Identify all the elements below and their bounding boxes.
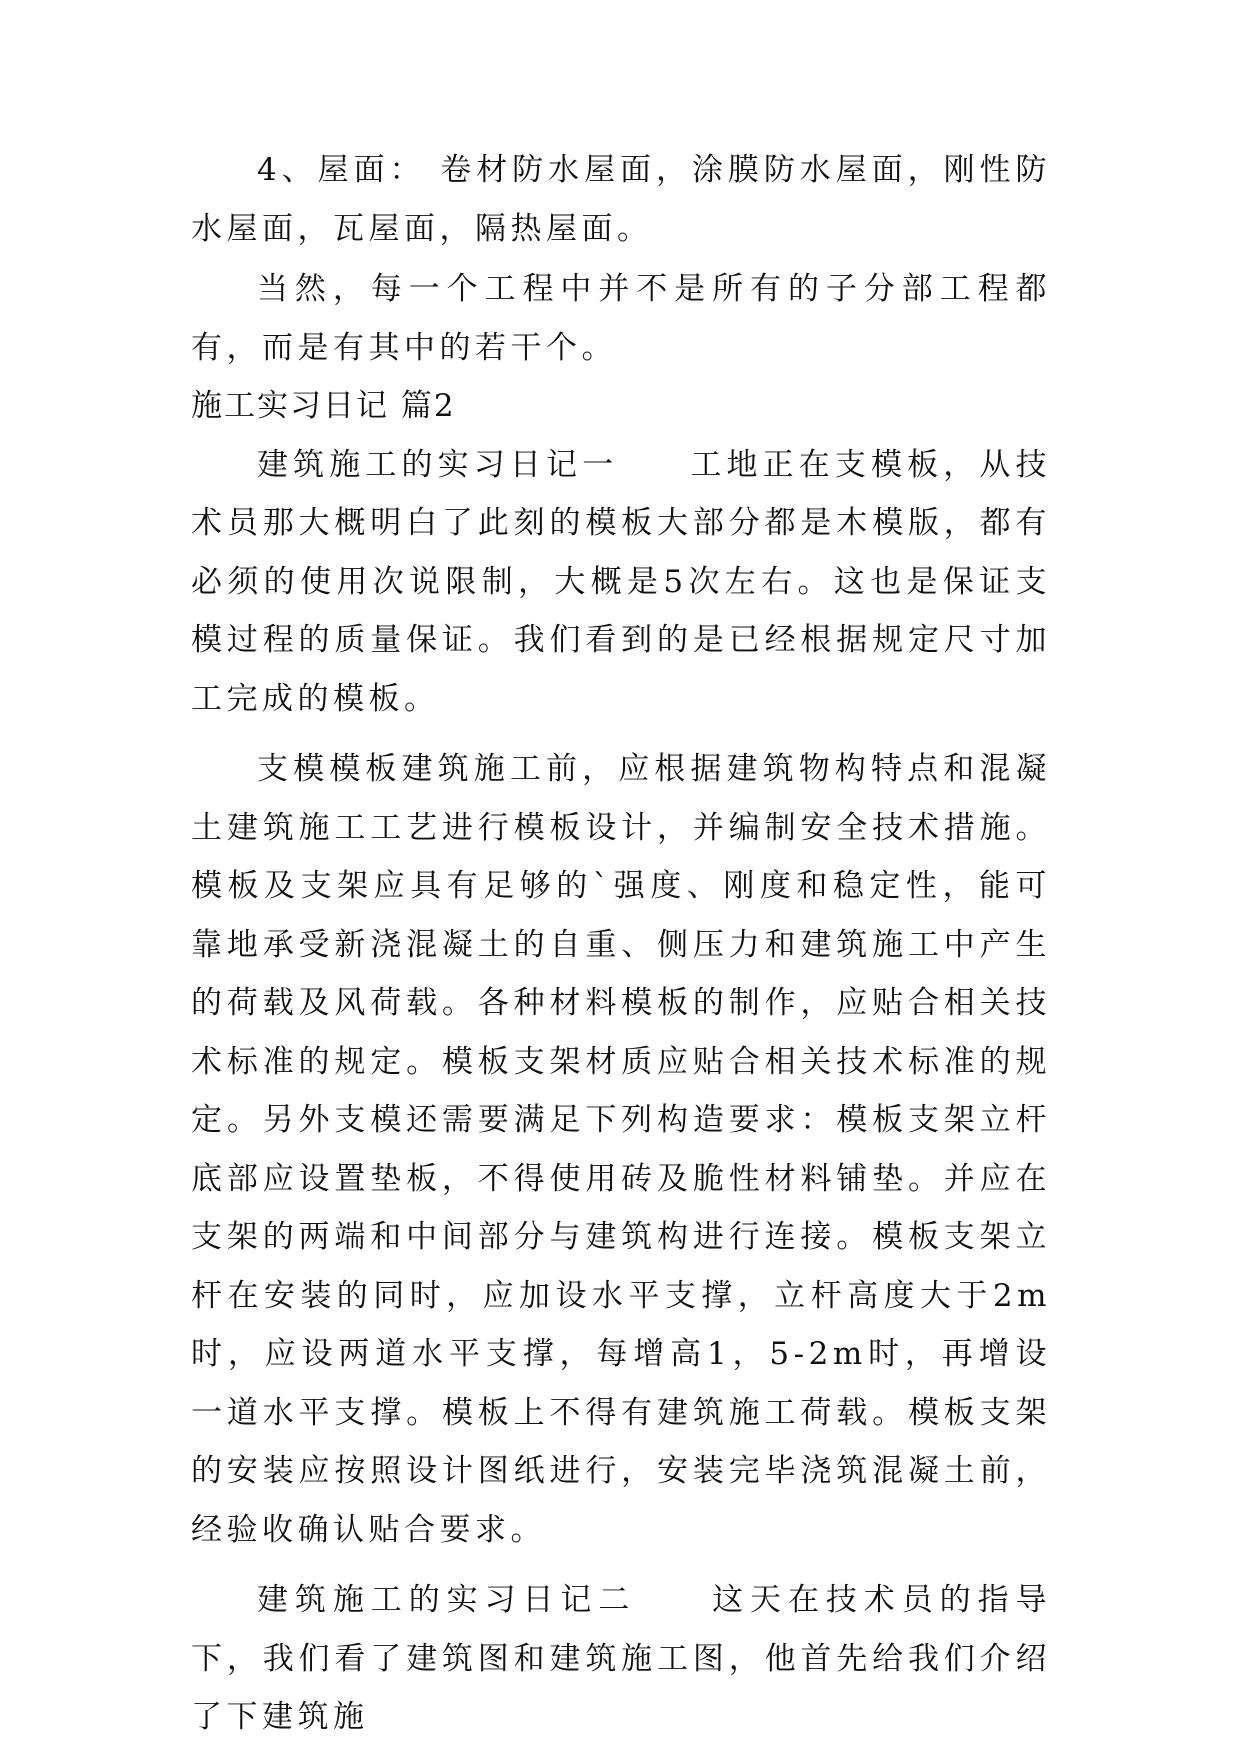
paragraph-roof: 4、屋面： 卷材防水屋面，涂膜防水屋面，刚性防水屋面，瓦屋面，隔热屋面。 — [191, 152, 1051, 247]
body-text — [191, 141, 1051, 1747]
paragraph-of-course: 当然，每一个工程中并不是所有的子分部工程都有，而是有其中的若干个。 — [191, 271, 1051, 366]
section-heading: 施工实习日记 篇2 — [191, 388, 456, 424]
paragraph-formwork: 支模模板建筑施工前，应根据建筑物构特点和混凝土建筑施工工艺进行模板设计，并编制安全技术措施。模板及支架应具有足够的`强度、刚度和稳定性，能可靠地承受新浇混凝土的自重、侧压力和建筑施工中产生的荷载及风荷载。各种材料模板的制作，应贴合相关技术标准的规定。模板支架材质应贴合相关技术标准的规定。另外支模还需要满足下列构造要求：模板支架立杆底部应设置垫板，不得使用砖及脆性材料铺垫。并应在支架的两端和中间部分与建筑构进行连接。模板支架立杆在安装的同时，应加设水平支撑，立杆高度大于2m时，应设两道水平支撑，每增高1，5-2m时，再增设一道水平支撑。模板上不得有建筑施工荷载。模板支架的安装应按照设计图纸进行，安装完毕浇筑混凝土前，经验收确认贴合要求。 — [191, 751, 1051, 1548]
paragraph-diary-1: 建筑施工的实习日记一 工地正在支模板，从技术员那大概明白了此刻的模板大部分都是木模版，都有必须的使用次说限制，大概是5次左右。这也是保证支模过程的质量保证。我们看到的是已经根据规定尺寸加工完成的模板。 — [191, 446, 1051, 717]
paragraph-diary-2: 建筑施工的实习日记二 这天在技术员的指导下，我们看了建筑图和建筑施工图，他首先给我们介绍了下建筑施 — [191, 1582, 1051, 1735]
